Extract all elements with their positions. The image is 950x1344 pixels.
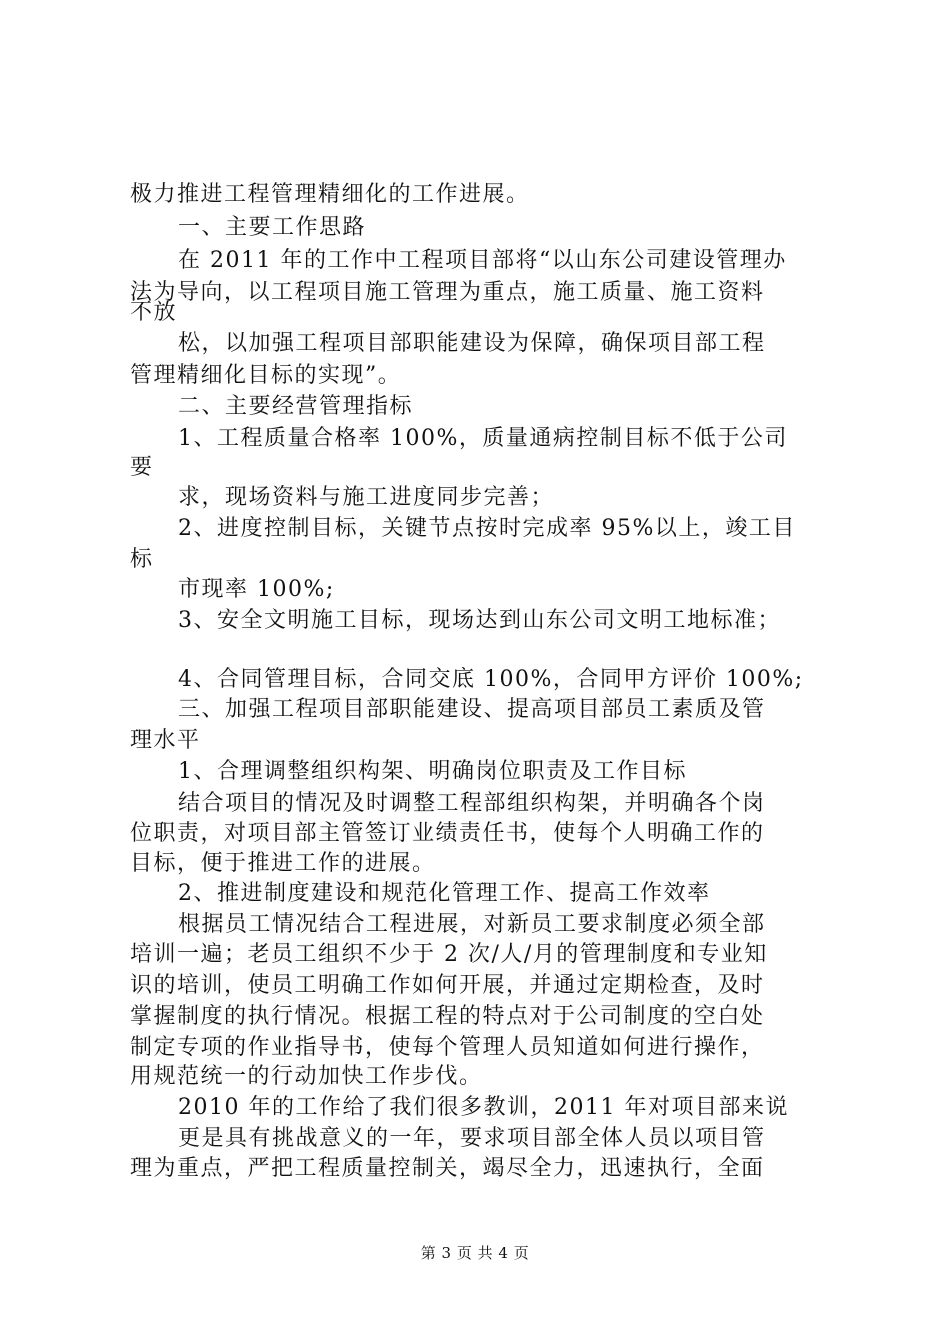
section-heading: 三、加强工程项目部职能建设、提高项目部员工素质及管	[178, 697, 766, 722]
text-line: 松，以加强工程项目部职能建设为保障，确保项目部工程	[178, 331, 766, 356]
text-line: 2010 年的工作给了我们很多教训，2011 年对项目部来说	[178, 1095, 789, 1120]
text-line: 法为导向，以工程项目施工管理为重点，施工质量、施工资料	[130, 280, 765, 305]
text-line: 用规范统一的行动加快工作步伐。	[130, 1064, 483, 1089]
text-line: 不放	[130, 300, 178, 325]
section-heading: 二、主要经营管理指标	[178, 394, 414, 419]
subsection-heading: 2、推进制度建设和规范化管理工作、提高工作效率	[178, 881, 711, 906]
text-line: 更是具有挑战意义的一年，要求项目部全体人员以项目管	[178, 1126, 766, 1151]
section-heading: 一、主要工作思路	[178, 215, 367, 240]
text-line: 培训一遍；老员工组织不少于 2 次/人/月的管理制度和专业知	[130, 942, 768, 967]
text-line: 3、安全文明施工目标，现场达到山东公司文明工地标准；	[178, 608, 781, 633]
text-line: 求，现场资料与施工进度同步完善；	[178, 485, 555, 510]
text-line: 掌握制度的执行情况。根据工程的特点对于公司制度的空白处	[130, 1004, 765, 1029]
text-line: 1、工程质量合格率 100%，质量通病控制目标不低于公司	[178, 426, 788, 451]
text-line: 在 2011 年的工作中工程项目部将“以山东公司建设管理办	[178, 248, 787, 273]
subsection-heading: 1、合理调整组织构架、明确岗位职责及工作目标	[178, 759, 687, 784]
text-line: 4、合同管理目标，合同交底 100%，合同甲方评价 100%;	[178, 667, 804, 692]
text-line: 根据员工情况结合工程进展，对新员工要求制度必须全部	[178, 912, 766, 937]
text-line: 制定专项的作业指导书，使每个管理人员知道如何进行操作，	[130, 1035, 765, 1060]
text-line: 标	[130, 547, 154, 572]
text-line: 理为重点，严把工程质量控制关，竭尽全力，迅速执行，全面	[130, 1156, 765, 1181]
section-heading: 理水平	[130, 728, 201, 753]
text-line: 2、进度控制目标，关键节点按时完成率 95%以上，竣工目	[178, 516, 796, 541]
page-number: 第 3 页 共 4 页	[420, 1244, 530, 1262]
text-line: 结合项目的情况及时调整工程部组织构架，并明确各个岗	[178, 791, 766, 816]
text-line: 极力推进工程管理精细化的工作进展。	[130, 182, 530, 207]
text-line: 目标，便于推进工作的进展。	[130, 851, 436, 876]
text-line: 管理精细化目标的实现”。	[130, 363, 402, 388]
text-line: 要	[130, 455, 154, 480]
text-line: 识的培训，使员工明确工作如何开展，并通过定期检查，及时	[130, 973, 765, 998]
text-line: 位职责，对项目部主管签订业绩责任书，使每个人明确工作的	[130, 821, 765, 846]
text-line: 市现率 100%;	[178, 577, 335, 602]
